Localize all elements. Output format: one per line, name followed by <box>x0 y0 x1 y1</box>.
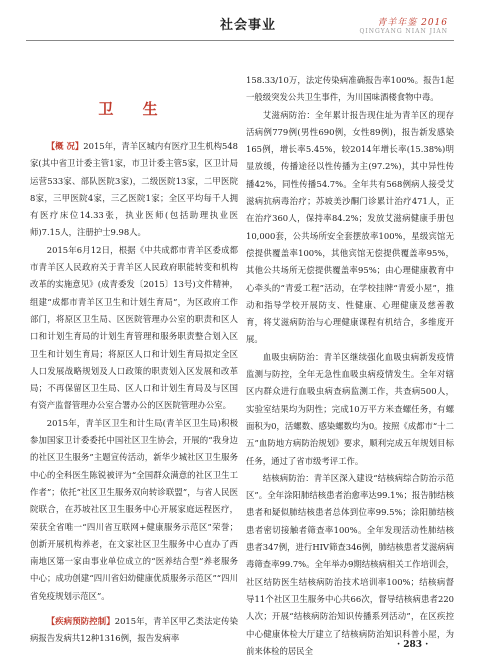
paragraph-text: 艾滋病防治：全年累计报告现住址为青羊区的现存活病例779例(男性690例，女性89例)，报告新发感染165例，增长率5.45%，较2014年增长率(15.38%)明显放缓，传播途径以性传播为主(97.2%)，其中异性传播42%，同性传播54.7%。全年共有568例病人接受艾滋病抗病毒治疗；苏坡美沙酮门诊累计治疗471人，正在治疗360人，保持率84.2%；发放艾滋病健康手册包10,000套，公共场所安全套摆放率100%，星级宾馆无偿提供覆盖率100%，其他宾馆无偿提供覆盖率95%，其他公共场所无偿提供覆盖率95%；由心理健康教育中心牵头的“青爱工程”活动，在学校挂牌“青爱小屋”，推动和指导学校开展防支、性健康、心理健康及慈善教育，将艾滋病防治与心理健康课程有机结合，多维度开展。 <box>246 109 454 345</box>
page-header <box>0 0 480 58</box>
paragraph-text: 结核病防治：青羊区深入建设“结核病综合防治示范区”。全年涂阳肺结核患者治愈率达99.1%；报告肺结核患者和疑似肺结核患者总体到位率99.5%；涂阳肺结核患者密切接触者筛查率100%。全年发现活动性肺结核患者347例，进行HIV筛查346例，肺结核患者艾滋病病毒筛查率99.7%。全年举办9期结核病相关工作培训会，社区结防医生结核病防治技术培训率100%；结核病督导11个社区卫生服务中心共66次，督导结核病患者220人次；开展“结核病防治知识传播系列活动”，在区疾控中心健康体检大厅建立了结核病防治知识科普小屋，为前来体检的居民全 <box>246 472 454 656</box>
right-column <box>246 72 454 660</box>
paragraph-text: 2015年6月12日，根据《中共成都市青羊区委成都市青羊区人民政府关于青羊区人民政府职能转变和机构改革的实施意见》(成青委发〔2015〕13号)文件精神，组建“成都市青羊区卫生和计划生育局”，为区政府工作部门，将原区卫生局、区医院管理办公室的职责和区人口和计划生育局的计划生育管理和服务职责整合划入区卫生和计划生育局；将原区人口和计划生育局拟定全区人口发展战略规划及人口政策的职责划入区发展和改革局；不再保留区卫生局、区人口和计划生育局及与区国有资产监督管理办公室合署办公的区医院管理办公室。 <box>30 244 238 411</box>
paragraph-continuation <box>246 72 454 107</box>
paragraph-disease-control <box>30 613 238 648</box>
paragraph-tuberculosis <box>246 470 454 660</box>
paragraph-text: 血吸虫病防治：青羊区继续强化血吸虫病新发疫情监测与防控，全年无急性血吸虫病疫情发生。全年对辖区内群众进行血吸虫病查病监测工作，共查病500人，实验室结果均为阴性；完成10万平方米查螺任务，有螺面积为0，活螺数、感染螺数均为0。按照《成都市“十二五”血防地方病防治规划》要求，顺利完成五年规划目标任务，通过了省市级考评工作。 <box>246 351 454 466</box>
paragraph-tag: 【概 况】 <box>46 141 84 151</box>
paragraph-community-health <box>30 415 238 605</box>
paragraph-text: 158.33/10万，法定传染病准确报告率100%。报告1起一般级突发公共卫生事件，为川国味酒楼食物中毒。 <box>246 75 454 103</box>
left-column <box>30 60 238 648</box>
paragraph-text: 2015年，青羊区甲乙类法定传染病报告发病共12种1316例，报告发病率 <box>30 616 238 644</box>
section-title: 社会事业 <box>220 18 277 33</box>
paragraph-schistosomiasis <box>246 349 454 470</box>
paragraph-text: 2015年，青羊区城内有医疗卫生机构548家(其中省卫计委主管1家，市卫计委主管5家，区卫计局运营533家、部队医院3家)，二级医院13家，二甲医院8家，三甲医院4家，三乙医院1家；全区平均每千人拥有医疗床位14.33张，执业医师(包括助理执业医师)7.15人，注册护士9.98人。 <box>30 141 238 238</box>
paragraph-tag: 【疾病预防控制】 <box>46 616 115 627</box>
paragraph-reorganization <box>30 242 238 415</box>
yearbook-pinyin: QINGYANG NIAN JIAN <box>359 28 448 35</box>
paragraph-overview <box>30 138 238 242</box>
paragraph-aids <box>246 107 454 349</box>
paragraph-text: 2015年，青羊区卫生和计生局(青羊区卫生局)积极参加国家卫计委委托中国社区卫生协会，开展的“我身边的社区卫生服务”主题宣传活动，新华少城社区卫生服务中心的全科医生陈锐被评为“全国群众满意的社区卫生工作者”；依托“社区卫生服务双向转诊联盟”，与省人民医院联合，在苏坡社区卫生服务中心开展家庭远程医疗，荣获全省唯一“四川省互联网+健康服务示范区”荣誉；创新开展机构养老，在文家社区卫生服务中心直办了西南地区第一家由事业单位成立的“医养结合型”养老服务中心；成功创建“四川省妇幼健康优质服务示范区”“四川省免疫规划示范区”。 <box>30 417 238 601</box>
header-rule <box>26 40 454 41</box>
yearbook-title: 青羊年鉴 2016 <box>377 18 448 28</box>
article-heading: 卫 生 <box>98 100 170 118</box>
page-number: · 283 · <box>397 640 429 650</box>
